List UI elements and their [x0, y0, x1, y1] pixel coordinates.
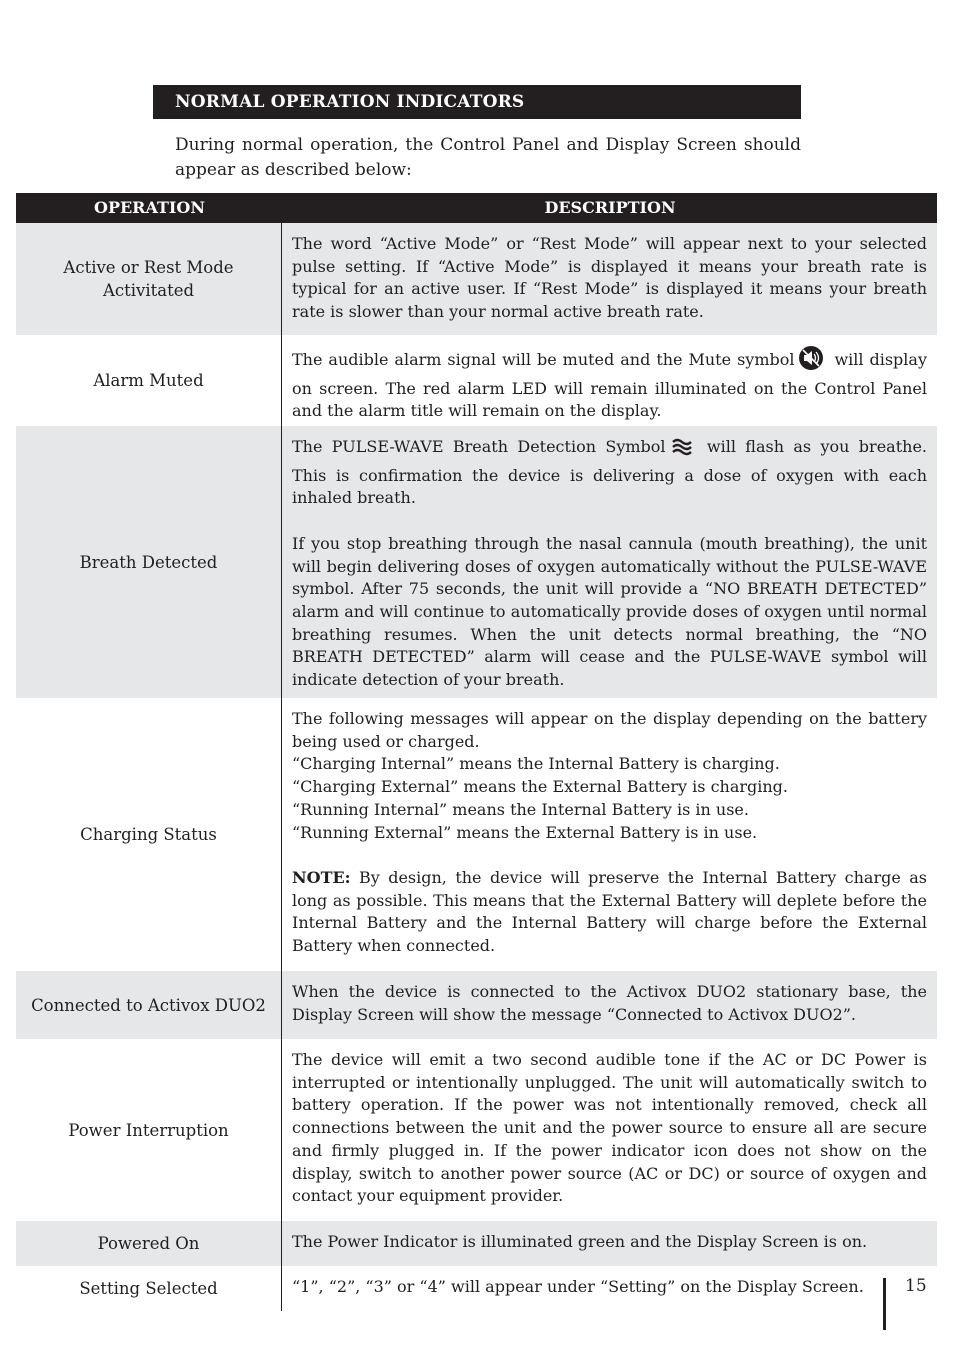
note-label: NOTE:	[292, 867, 351, 887]
page-number: 15	[905, 1276, 927, 1296]
operation-cell: Charging Status	[16, 698, 282, 971]
description-text: “1”, “2”, “3” or “4” will appear under “Setting” on the Display Screen.	[292, 1277, 864, 1296]
mute-icon	[798, 345, 824, 378]
section-title: NORMAL OPERATION INDICATORS	[153, 85, 801, 119]
description-cell	[282, 1221, 937, 1266]
description-text: The PULSE-WAVE Breath Detection Symbol	[292, 437, 666, 456]
description-text: When the device is connected to the Activox DUO2 stationary base, the Display Screen will show the message “Connected to Activox DUO2”.	[292, 982, 927, 1024]
description-text: will display on screen. The red alarm LED will remain illuminated on the Control Panel and the alarm title will remain on the display.	[292, 350, 927, 421]
description-text: will flash as you breathe. This is confirmation the device is delivering a dose of oxygen with each inhaled breath.	[292, 437, 927, 508]
operation-cell: Breath Detected	[16, 426, 282, 698]
table-row	[16, 1221, 937, 1266]
pulse-wave-icon	[670, 436, 694, 465]
table-row	[16, 1266, 937, 1311]
description-text: “Charging External” means the External Battery is charging.	[292, 777, 789, 797]
intro-text: During normal operation, the Control Panel and Display Screen should appear as described below:	[175, 135, 801, 180]
table-header	[16, 193, 937, 223]
description-text: The following messages will appear on the display depending on the battery being used or charged.	[292, 709, 927, 751]
description-cell	[282, 426, 937, 698]
description-text: If you stop breathing through the nasal cannula (mouth breathing), the unit will begin delivering doses of oxygen automatically without the PULSE-WAVE symbol. After 75 seconds, the unit will provide a “NO BREATH DETECTED” alarm and will continue to automatically provide doses of oxygen until normal breathing resumes. When the unit detects normal breathing, the “NO BREATH DETECTED” alarm will cease and the PULSE-WAVE symbol will indicate detection of your breath.	[292, 533, 927, 690]
table-row	[16, 335, 937, 426]
description-text: The audible alarm signal will be muted and the Mute symbol	[292, 350, 795, 369]
description-cell	[282, 971, 937, 1039]
description-cell	[282, 1039, 937, 1221]
operation-cell: Setting Selected	[16, 1266, 282, 1311]
description-cell	[282, 223, 937, 335]
description-cell	[282, 698, 937, 971]
page-number-rule	[883, 1278, 886, 1330]
header-operation: OPERATION	[94, 198, 205, 217]
operation-cell: Active or Rest Mode Activitated	[16, 223, 282, 335]
description-text: The Power Indicator is illuminated green and the Display Screen is on.	[292, 1232, 868, 1251]
table-row	[16, 971, 937, 1039]
table-row	[16, 426, 937, 698]
header-description: DESCRIPTION	[544, 198, 676, 217]
description-text: “Charging Internal” means the Internal Battery is charging.	[292, 754, 780, 774]
indicators-table	[16, 193, 937, 1311]
description-text: “Running External” means the External Battery is in use.	[292, 822, 758, 842]
note-text: By design, the device will preserve the Internal Battery charge as long as possible. This means that the External Battery will deplete before the Internal Battery and the Internal Battery will charge before the External Battery when connected.	[292, 867, 927, 956]
description-cell	[282, 335, 937, 426]
operation-cell: Power Interruption	[16, 1039, 282, 1221]
operation-cell: Powered On	[16, 1221, 282, 1266]
description-text: “Running Internal” means the Internal Battery is in use.	[292, 799, 749, 819]
operation-cell: Alarm Muted	[16, 335, 282, 426]
operation-cell: Connected to Activox DUO2	[16, 971, 282, 1039]
table-row	[16, 698, 937, 971]
table-row	[16, 223, 937, 335]
table-row	[16, 1039, 937, 1221]
description-text: The device will emit a two second audible tone if the AC or DC Power is interrupted or intentionally unplugged. The unit will automatically switch to battery operation. If the power was not intentionally removed, check all connections between the unit and the power source to ensure all are secure and firmly plugged in. If the power indicator icon does not show on the display, switch to another power source (AC or DC) or source of oxygen and contact your equipment provider.	[292, 1050, 927, 1206]
description-text: The word “Active Mode” or “Rest Mode” will appear next to your selected pulse setting. If “Active Mode” is displayed it means your breath rate is typical for an active user. If “Rest Mode” is displayed it means your breath rate is slower than your normal active breath rate.	[292, 234, 927, 322]
description-cell	[282, 1266, 937, 1311]
